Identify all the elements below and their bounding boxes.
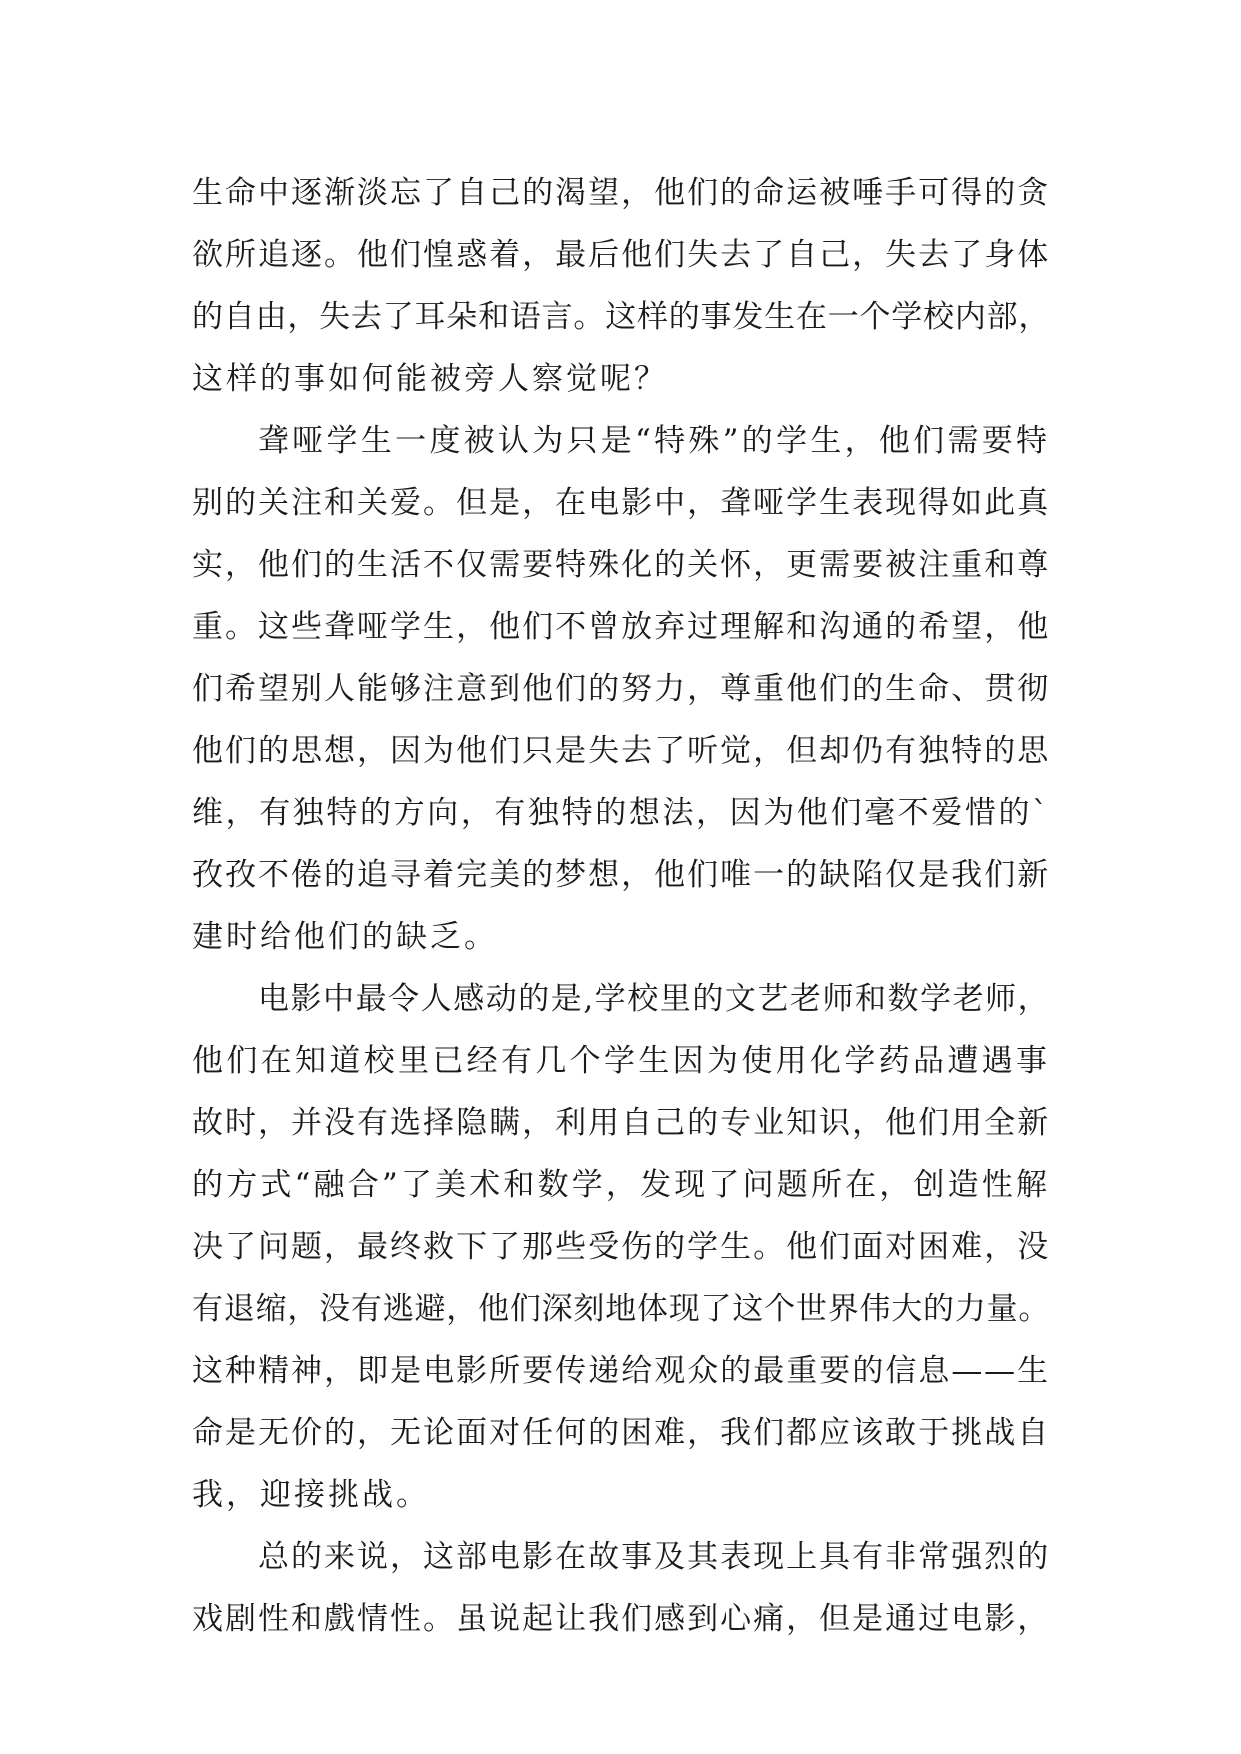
text-line: 有退缩，没有逃避，他们深刻地体现了这个世界伟大的力量。	[192, 1291, 1050, 1327]
text-line: 故时，并没有选择隐瞒，利用自己的专业知识，他们用全新	[192, 1105, 1050, 1141]
text-line: 的自由，失去了耳朵和语言。这样的事发生在一个学校内部，	[192, 299, 1050, 335]
document-body	[192, 162, 1050, 1650]
text-line: 们希望别人能够注意到他们的努力，尊重他们的生命、贯彻	[192, 671, 1050, 707]
text-line: 实，他们的生活不仅需要特殊化的关怀，更需要被注重和尊	[192, 547, 1050, 583]
paragraph-4	[192, 1526, 1050, 1650]
text-line: 欲所追逐。他们惶惑着，最后他们失去了自己，失去了身体	[192, 237, 1050, 273]
text-line: 电影中最令人感动的是,学校里的文艺老师和数学老师，	[258, 981, 1050, 1017]
text-line: 建时给他们的缺乏。	[192, 919, 498, 955]
text-line: 总的来说，这部电影在故事及其表现上具有非常强烈的	[258, 1539, 1050, 1575]
text-line: 戏剧性和戲情性。虽说起让我们感到心痛，但是通过电影，	[192, 1601, 1050, 1637]
text-line: 这样的事如何能被旁人察觉呢？	[192, 361, 668, 397]
text-line: 孜孜不倦的追寻着完美的梦想，他们唯一的缺陷仅是我们新	[192, 857, 1050, 893]
text-line: 这种精神，即是电影所要传递给观众的最重要的信息——生	[192, 1353, 1050, 1389]
paragraph-1	[192, 162, 1050, 410]
text-line: 的方式“融合”了美术和数学，发现了问题所在，创造性解	[192, 1167, 1050, 1203]
text-line: 命是无价的，无论面对任何的困难，我们都应该敢于挑战自	[192, 1415, 1050, 1451]
paragraph-3	[192, 968, 1050, 1526]
text-line: 他们在知道校里已经有几个学生因为使用化学药品遭遇事	[192, 1043, 1050, 1079]
text-line: 别的关注和关爱。但是，在电影中，聋哑学生表现得如此真	[192, 485, 1050, 521]
text-line: 他们的思想，因为他们只是失去了听觉，但却仍有独特的思	[192, 733, 1050, 769]
text-line: 我，迎接挑战。	[192, 1477, 430, 1513]
text-line: 维，有独特的方向，有独特的想法，因为他们毫不爱惜的`	[192, 795, 1050, 831]
text-line: 重。这些聋哑学生，他们不曾放弃过理解和沟通的希望，他	[192, 609, 1050, 645]
text-line: 决了问题，最终救下了那些受伤的学生。他们面对困难，没	[192, 1229, 1050, 1265]
paragraph-2	[192, 410, 1050, 968]
text-line: 生命中逐渐淡忘了自己的渴望，他们的命运被唾手可得的贪	[192, 175, 1050, 211]
text-line: 聋哑学生一度被认为只是“特殊”的学生，他们需要特	[258, 423, 1050, 459]
